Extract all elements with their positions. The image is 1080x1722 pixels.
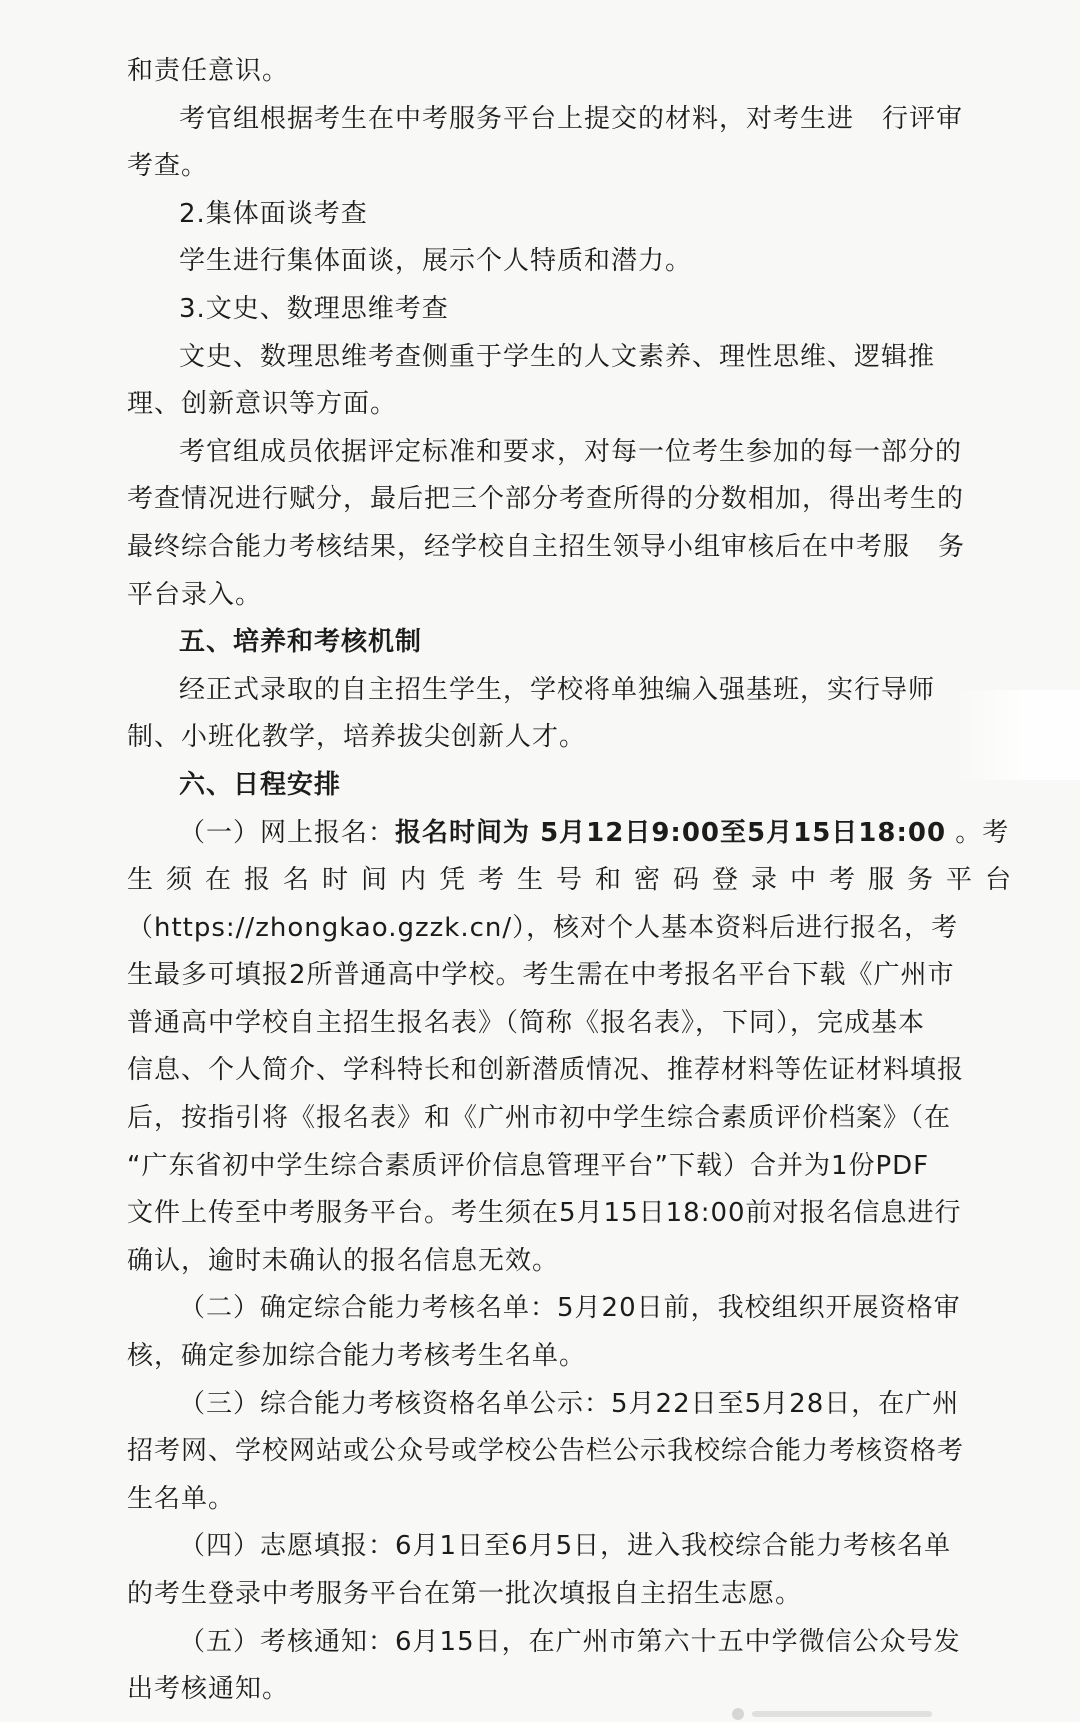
text-line: 生名单。 <box>127 1483 236 1514</box>
text-line: 信息、个人简介、学科特长和创新潜质情况、推荐材料等佐证材料填报 <box>127 1055 965 1086</box>
text-line: 的考生登录中考服务平台在第一批次填报自主招生志愿。 <box>127 1579 803 1609</box>
text-line: 文史、数理思维考查侧重于学生的人文素养、理性思维、逻辑推 <box>179 341 936 372</box>
text-line: （一）网上报名：报名时间为 5月12日9:00至5月15日18:00 。考 <box>179 817 1010 848</box>
text-line: 后，按指引将《报名表》和《广州市初中学生综合素质评价档案》（在 <box>127 1103 952 1134</box>
text-line: 核，确定参加综合能力考核考生名单。 <box>127 1341 587 1372</box>
text-line: 最终综合能力考核结果，经学校自主招生领导小组审核后在中考服 务 <box>127 531 966 562</box>
text-line: 考官组根据考生在中考服务平台上提交的材料，对考生进 行评审 <box>179 103 964 134</box>
registration-time: 报名时间为 5月12日9:00至5月15日18:00 <box>395 817 947 848</box>
edge-fade <box>952 690 1080 780</box>
text-line: 文件上传至中考服务平台。考生须在5月15日18:00前对报名信息进行 <box>127 1198 962 1229</box>
text-line: 理、创新意识等方面。 <box>127 389 398 420</box>
text-line: 学生进行集体面谈，展示个人特质和潜力。 <box>179 246 693 277</box>
text-line: 确认，逾时未确认的报名信息无效。 <box>127 1245 560 1276</box>
text-line: 考查情况进行赋分，最后把三个部分考查所得的分数相加，得出考生的 <box>127 484 965 515</box>
text-line: 生须在报名时间内凭考生号和密码登录中考服务平台 <box>127 865 1025 896</box>
text-line: 制、小班化教学，培养拔尖创新人才。 <box>127 722 587 753</box>
text-line: 经正式录取的自主招生学生，学校将单独编入强基班，实行导师 <box>179 674 936 705</box>
text-line: （https://zhongkao.gzzk.cn/），核对个人基本资料后进行报名，考 <box>127 912 959 943</box>
document-body <box>127 48 1025 1714</box>
text-line: 生最多可填报2所普通高中学校。考生需在中考报名平台下载《广州市 <box>127 960 955 991</box>
text-line: （四）志愿填报：6月1日至6月5日，进入我校综合能力考核名单 <box>179 1531 952 1562</box>
text-line: 考官组成员依据评定标准和要求，对每一位考生参加的每一部分的 <box>179 436 963 467</box>
text-line: 平台录入。 <box>127 579 263 610</box>
text-line: （五）考核通知：6月15日，在广州市第六十五中学微信公众号发 <box>179 1626 961 1657</box>
section-heading-6: 六、日程安排 <box>179 769 342 800</box>
subsection-heading: 2.集体面谈考查 <box>179 198 368 229</box>
text-line: （二）确定综合能力考核名单：5月20日前，我校组织开展资格审 <box>179 1293 961 1324</box>
text-line: 和责任意识。 <box>127 56 290 86</box>
text-line: 考查。 <box>127 151 209 182</box>
subsection-heading: 3.文史、数理思维考查 <box>179 293 449 324</box>
text-line: 出考核通知。 <box>127 1674 290 1705</box>
watermark-icon <box>730 1706 940 1722</box>
text-line: （三）综合能力考核资格名单公示：5月22日至5月28日，在广州 <box>179 1388 960 1419</box>
text-line: 普通高中学校自主招生报名表》（简称《报名表》，下同），完成基本 <box>127 1007 926 1038</box>
section-heading-5: 五、培养和考核机制 <box>179 627 423 658</box>
text-line: 招考网、学校网站或公众号或学校公告栏公示我校综合能力考核资格考 <box>127 1436 965 1467</box>
text-line: “广东省初中学生综合素质评价信息管理平台”下载）合并为1份PDF <box>127 1150 930 1181</box>
